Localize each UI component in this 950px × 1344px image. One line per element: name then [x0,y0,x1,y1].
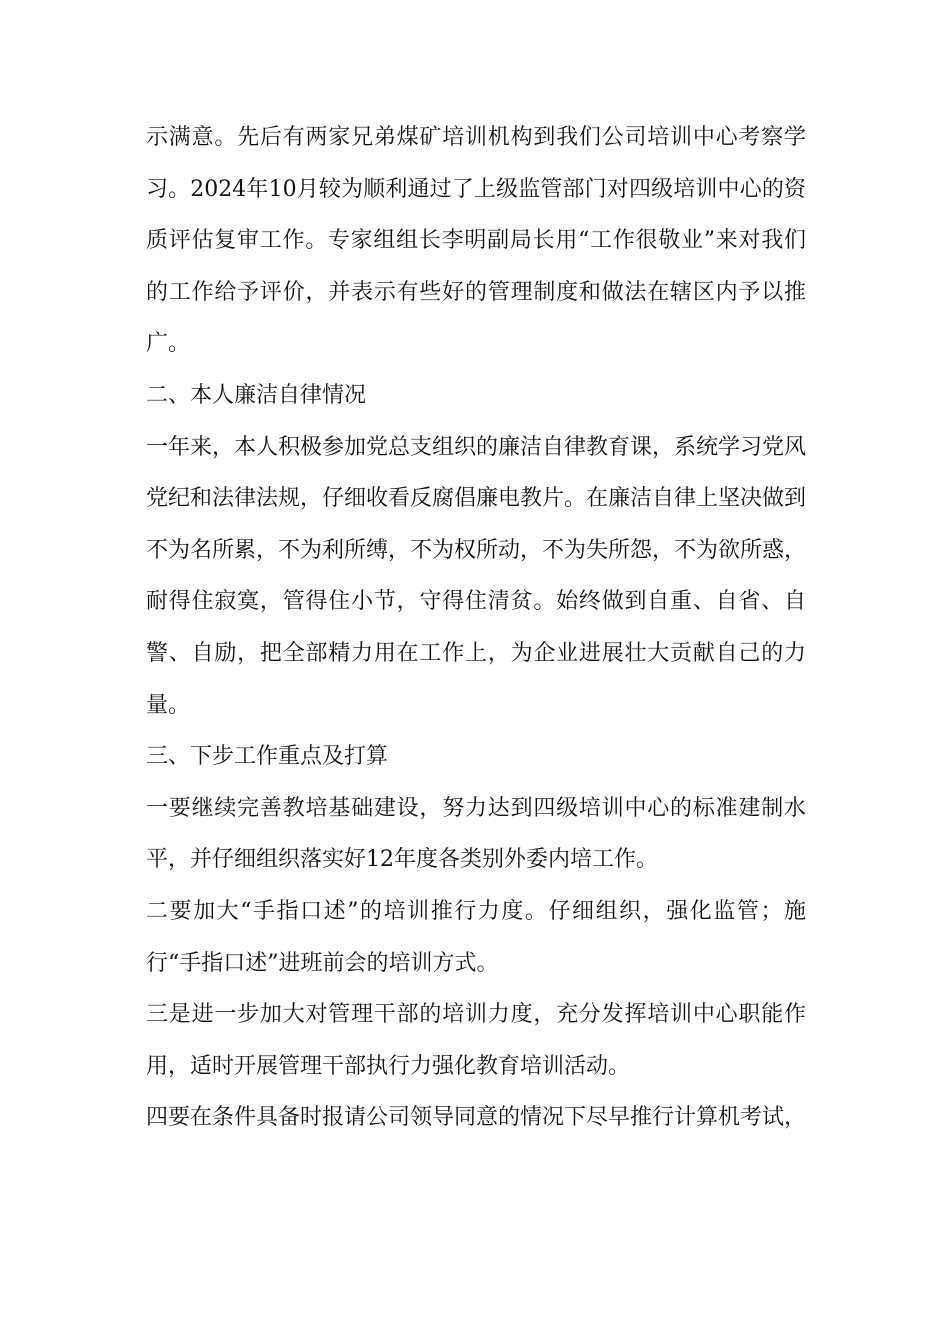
section-heading-integrity: 二、本人廉洁自律情况 [146,382,367,408]
paragraph-integrity: 一年来，本人积极参加党总支组织的廉洁自律教育课，系统学习党风党纪和法律法规，仔细收看反腐倡廉电教片。在廉洁自律上坚决做到不为名所累，不为利所缚，不为权所动，不为失所怨，不为欲所惑，耐得住寂寞，管得住小节，守得住清贫。始终做到自重、自省、自警、自励，把全部精力用在工作上，为企业进展壮大贡献自己的力量。 [146,434,807,718]
paragraph-plan-4: 四要在条件具备时报请公司领导同意的情况下尽早推行计算机考试， [146,1105,807,1131]
paragraph-achievements: 示满意。先后有两家兄弟煤矿培训机构到我们公司培训中心考察学习。2024年10月较为顺利通过了上级监管部门对四级培训中心的资质评估复审工作。专家组组长李明副局长用“工作很敬业”来对我们的工作给予评价，并表示有些好的管理制度和做法在辖区内予以推广。 [146,125,806,357]
paragraph-plan-3: 三是进一步加大对管理干部的培训力度，充分发挥培训中心职能作用，适时开展管理干部执行力强化教育培训活动。 [146,1002,806,1079]
document-page [146,112,806,1144]
paragraph-plan-1: 一要继续完善教培基础建设，努力达到四级培训中心的标准建制水平，并仔细组织落实好12年度各类别外委内培工作。 [146,795,806,873]
section-heading-next-steps: 三、下步工作重点及打算 [146,744,389,770]
paragraph-plan-2: 二要加大“手指口述”的培训推行力度。仔细组织，强化监管；施行“手指口述”进班前会的培训方式。 [146,898,806,976]
